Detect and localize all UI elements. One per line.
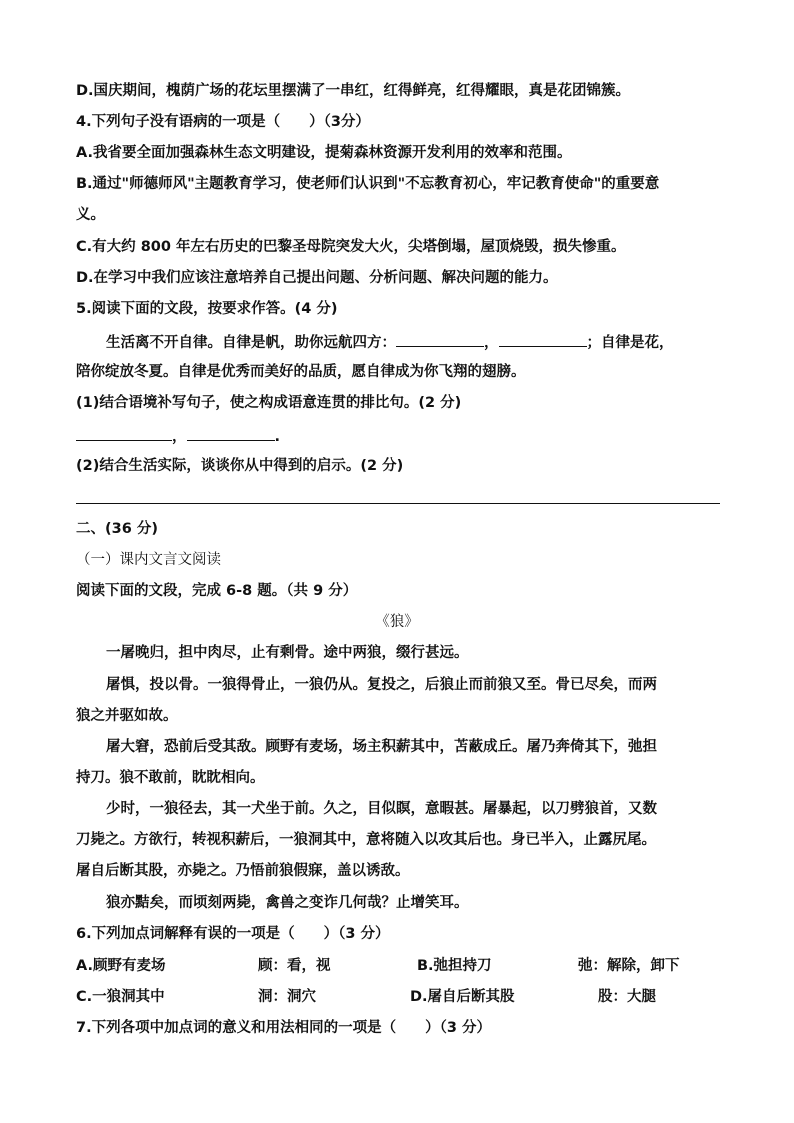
q4-stem: 4.下列句子没有语病的一项是（ ）（3分） [76,114,370,130]
q4-option-b-line2: 义。 [76,207,105,223]
part2-section: （一）课内文言文阅读 [76,552,221,568]
passage-p4-line1: 少时，一狼径去，其一犬坐于前。久之，目似瞑，意暇甚。屠暴起，以刀劈狼首，又数 [106,801,657,817]
q6-option-c: C.一狼洞其中 [76,989,165,1005]
q5-passage-blank-2[interactable] [499,331,587,347]
q5-passage-text-b: ；自律是花， [586,335,674,351]
q6-option-b: B.弛担持刀 [417,958,492,974]
passage-p5: 狼亦黠矣，而顷刻两毙，禽兽之变诈几何哉？止增笑耳。 [106,895,469,911]
q5-sub1-comma: ， [172,429,187,445]
passage-p3-line2: 持刀。狼不敢前，眈眈相向。 [76,770,265,786]
q5-passage-text-a: 生活离不开自律。自律是帆，助你远航四方： [106,335,396,351]
q6-option-a-gloss: 顾：看，视 [258,958,331,974]
q6-option-d: D.屠自后断其股 [410,989,515,1005]
passage-p1: 一屠晚归，担中肉尽，止有剩骨。途中两狼，缀行甚远。 [106,645,469,661]
part2-heading: 二、(36 分) [76,521,158,537]
q4-option-b-line1: B.通过"师德师风"主题教育学习，使老师们认识到"不忘教育初心，牢记教育使命"的重要意 [76,176,660,192]
q5-passage-comma: ， [484,335,499,351]
q5-sub1-blank-1[interactable] [76,425,172,441]
passage-p4-line2: 刀毙之。方欲行，转视积薪后，一狼洞其中，意将随入以攻其后也。身已半入，止露尻尾。 [76,832,656,848]
q5-passage-line1 [106,331,726,353]
q6-option-a: A.顾野有麦场 [76,958,166,974]
passage-p3-line1: 屠大窘，恐前后受其敌。顾野有麦场，场主积薪其中，苫蔽成丘。屠乃奔倚其下，弛担 [106,739,657,755]
q6-option-b-gloss: 弛：解除，卸下 [578,958,680,974]
q5-sub1: (1)结合语境补写句子，使之构成语意连贯的排比句。(2 分) [76,395,462,411]
q5-passage-line2: 陪你绽放冬夏。自律是优秀而美好的品质，愿自律成为你飞翔的翅膀。 [76,364,526,380]
q5-sub1-answer [76,425,736,447]
passage-title: 《狼》 [375,614,419,630]
q5-passage-blank-1[interactable] [396,331,484,347]
q5-sub1-period: . [274,429,281,445]
answer-line[interactable] [76,503,720,504]
q5-sub2: (2)结合生活实际，谈谈你从中得到的启示。(2 分) [76,458,404,474]
q7-stem: 7.下列各项中加点词的意义和用法相同的一项是（ ）（3 分） [76,1020,491,1036]
q6-stem: 6.下列加点词解释有误的一项是（ ）（3 分） [76,926,390,942]
part2-instruction: 阅读下面的文段，完成 6-8 题。（共 9 分） [76,583,358,599]
q6-option-d-gloss: 股：大腿 [598,989,656,1005]
passage-p2-line1: 屠惧，投以骨。一狼得骨止，一狼仍从。复投之，后狼止而前狼又至。骨已尽矣，而两 [106,677,657,693]
passage-p2-line2: 狼之并驱如故。 [76,708,178,724]
q6-option-c-gloss: 洞：洞穴 [258,989,316,1005]
q5-sub1-blank-2[interactable] [187,425,275,441]
q3-option-d: D.国庆期间，槐荫广场的花坛里摆满了一串红，红得鲜亮，红得耀眼，真是花团锦簇。 [76,83,631,99]
q5-stem: 5.阅读下面的文段，按要求作答。(4 分) [76,301,338,317]
q4-option-c: C.有大约 800 年左右历史的巴黎圣母院突发大火，尖塔倒塌，屋顶烧毁，损失惨重。 [76,239,626,255]
passage-p4-line3: 屠自后断其股，亦毙之。乃悟前狼假寐，盖以诱敌。 [76,863,410,879]
q4-option-a: A.我省要全面加强森林生态文明建设，提菊森林资源开发利用的效率和范围。 [76,145,572,161]
q4-option-d: D.在学习中我们应该注意培养自己提出问题、分析问题、解决问题的能力。 [76,270,558,286]
